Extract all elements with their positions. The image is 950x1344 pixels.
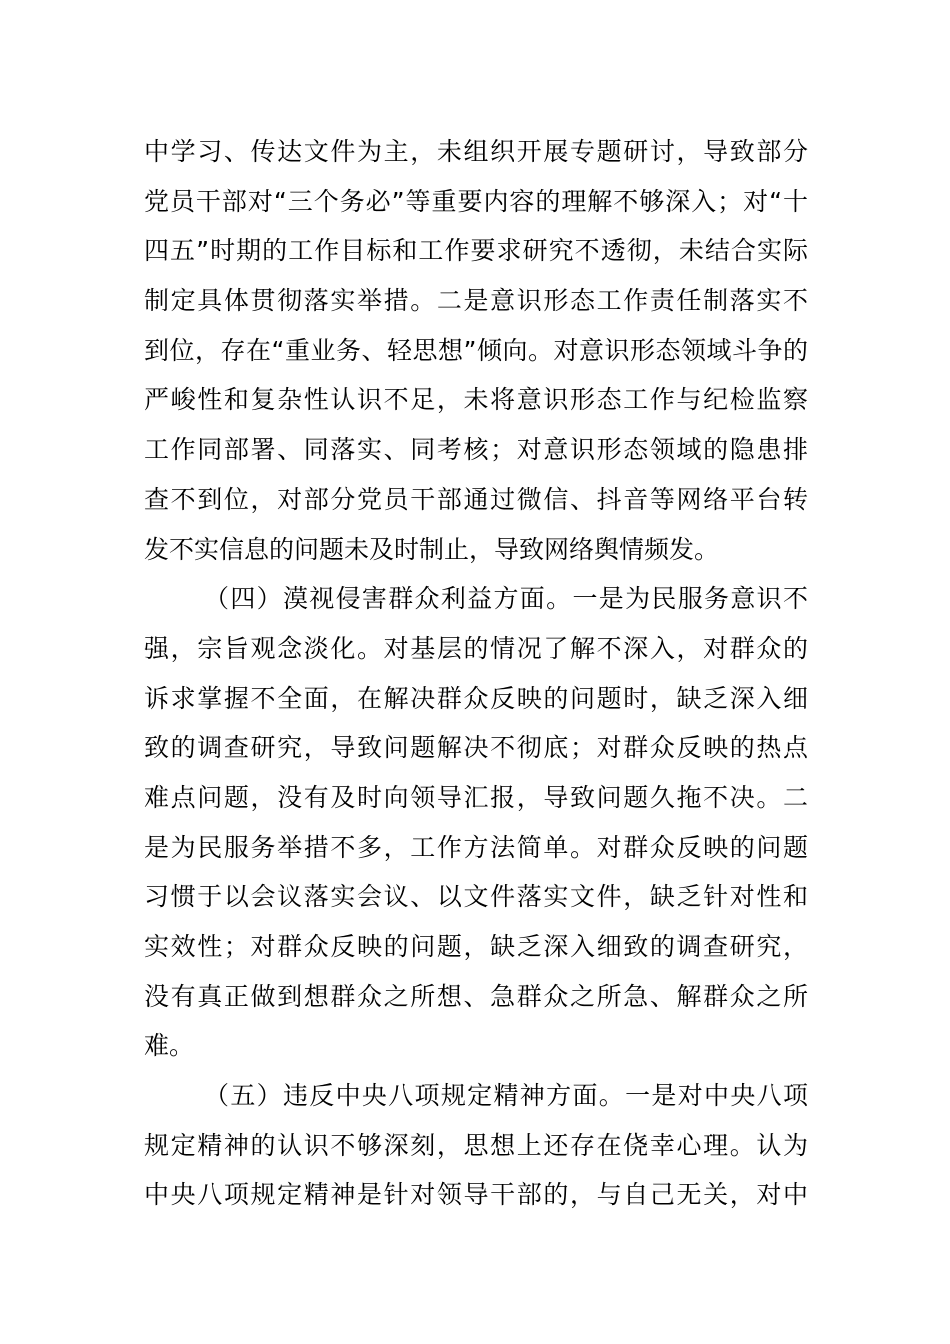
text-line-12: 诉求掌握不全面，在解决群众反映的问题时，缺乏深入细 xyxy=(144,683,808,713)
text-line-18: 没有真正做到想群众之所想、急群众之所急、解群众之所 xyxy=(144,981,808,1011)
text-line-11: 强，宗旨观念淡化。对基层的情况了解不深入，对群众的 xyxy=(144,633,808,663)
text-line-19: 难。 xyxy=(144,1031,195,1061)
section-heading-4-line: （四）漠视侵害群众利益方面。一是为民服务意识不 xyxy=(204,584,808,614)
text-line-6: 严峻性和复杂性认识不足，未将意识形态工作与纪检监察 xyxy=(144,385,808,415)
text-line-14: 难点问题，没有及时向领导汇报，导致问题久拖不决。二 xyxy=(144,782,808,812)
text-line-13: 致的调查研究，导致问题解决不彻底；对群众反映的热点 xyxy=(144,733,808,763)
text-line-2: 党员干部对“三个务必”等重要内容的理解不够深入；对“十 xyxy=(144,186,808,216)
text-line-5: 到位，存在“重业务、轻思想”倾向。对意识形态领域斗争的 xyxy=(144,335,808,365)
text-line-16: 习惯于以会议落实会议、以文件落实文件，缺乏针对性和 xyxy=(144,882,808,912)
text-line-22: 中央八项规定精神是针对领导干部的，与自己无关，对中 xyxy=(144,1180,808,1210)
text-line-7: 工作同部署、同落实、同考核；对意识形态领域的隐患排 xyxy=(144,435,808,465)
text-line-21: 规定精神的认识不够深刻，思想上还存在侥幸心理。认为 xyxy=(144,1130,808,1160)
document-body xyxy=(144,127,808,1220)
text-line-4: 制定具体贯彻落实举措。二是意识形态工作责任制落实不 xyxy=(144,286,808,316)
section-heading-5-line: （五）违反中央八项规定精神方面。一是对中央八项 xyxy=(204,1081,808,1111)
text-line-3: 四五”时期的工作目标和工作要求研究不透彻，未结合实际 xyxy=(144,236,808,266)
text-line-1: 中学习、传达文件为主，未组织开展专题研讨，导致部分 xyxy=(144,137,808,166)
text-line-15: 是为民服务举措不多，工作方法简单。对群众反映的问题 xyxy=(144,832,808,862)
text-line-17: 实效性；对群众反映的问题，缺乏深入细致的调查研究， xyxy=(144,932,808,961)
text-line-9: 发不实信息的问题未及时制止，导致网络舆情频发。 xyxy=(144,534,720,564)
text-line-8: 查不到位，对部分党员干部通过微信、抖音等网络平台转 xyxy=(144,484,808,514)
